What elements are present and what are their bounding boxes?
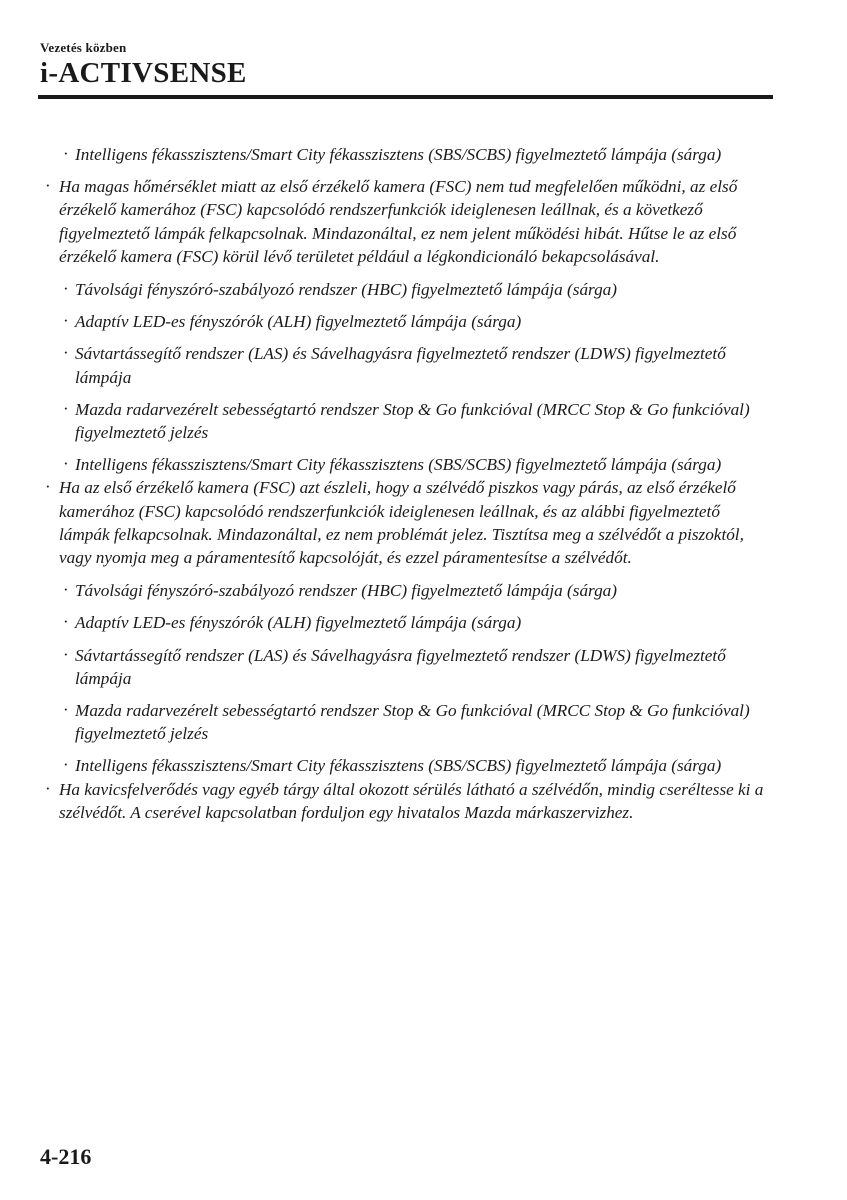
list-item [63, 644, 765, 690]
list-item-text: Adaptív LED-es fényszórók (ALH) figyelmeztető lámpája (sárga) [75, 312, 522, 332]
bullet-icon: · [45, 176, 51, 196]
list-item-text: Ha kavicsfelverődés vagy egyéb tárgy által okozott sérülés látható a szélvédőn, mindig cseréltesse ki a szélvédőt. A cserével kapcsolatban forduljon egy hivatalos Mazda márkaszervizhez. [59, 779, 764, 822]
list-item [45, 175, 774, 268]
list-item [63, 310, 765, 333]
bullet-icon: · [63, 398, 69, 418]
section-label: Vezetés közben [40, 40, 127, 55]
list-item-text: Ha az első érzékelő kamera (FSC) azt észleli, hogy a szélvédő piszkos vagy párás, az első érzékelő kamerához (FSC) kapcsolódó rendszerfunkciók ideiglenesen leállnak, és az alábbi figyelmeztető lámpák felkapcsolnak. Mindazonáltal, ez nem problémát jelez. Tisztítsa meg a szélvédőt a piszoktól, vagy nyomja meg a páramentesítő kapcsolóját, és ezzel páramentesítse a szélvédőt. [59, 478, 744, 568]
list-item [63, 143, 765, 166]
list-item [63, 579, 765, 602]
bullet-icon: · [45, 778, 51, 798]
list-item-text: Távolsági fényszóró-szabályozó rendszer (HBC) figyelmeztető lámpája (sárga) [75, 581, 617, 601]
list-item [63, 699, 765, 745]
list-item-text: Intelligens fékasszisztens/Smart City fékasszisztens (SBS/SCBS) figyelmeztető lámpája (sárga) [75, 756, 722, 776]
page-title: i-ACTIVSENSE [40, 57, 247, 89]
list-item-text: Sávtartássegítő rendszer (LAS) és Sávelhagyásra figyelmeztető rendszer (LDWS) figyelmeztető lámpája [75, 344, 726, 387]
list-item-text: Intelligens fékasszisztens/Smart City fékasszisztens (SBS/SCBS) figyelmeztető lámpája (sárga) [75, 455, 722, 475]
list-item [45, 778, 774, 824]
bullet-icon: · [63, 755, 69, 775]
bullet-icon: · [45, 477, 51, 497]
list-item-text: Ha magas hőmérséklet miatt az első érzékelő kamera (FSC) nem tud megfelelően működni, az első érzékelő kamerához (FSC) kapcsolódó rendszerfunkciók ideiglenesen leállnak, és a következő figyelmeztető lámpák felkapcsolnak. Mindazonáltal, ez nem jelent működési hibát. Hűtse le az első érzékelő kamera (FSC) körül lévő területet például a légkondicionáló bekapcsolásával. [59, 177, 738, 266]
list-item [63, 453, 765, 476]
list-item-text: Intelligens fékasszisztens/Smart City fékasszisztens (SBS/SCBS) figyelmeztető lámpája (sárga) [75, 145, 722, 164]
list-item [63, 278, 765, 301]
bullet-icon: · [63, 144, 69, 163]
page-number: 4-216 [40, 1144, 92, 1169]
bullet-icon: · [63, 343, 69, 363]
list-item-text: Sávtartássegítő rendszer (LAS) és Sávelhagyásra figyelmeztető rendszer (LDWS) figyelmeztető lámpája [75, 645, 726, 688]
list-item-text: Mazda radarvezérelt sebességtartó rendszer Stop & Go funkcióval (MRCC Stop & Go funkcióval) figyelmeztető jelzés [75, 399, 750, 443]
bullet-list [0, 143, 847, 824]
bullet-icon: · [63, 644, 69, 664]
list-item-text: Távolsági fényszóró-szabályozó rendszer (HBC) figyelmeztető lámpája (sárga) [75, 280, 617, 300]
list-item [45, 476, 774, 569]
title-divider [38, 95, 773, 99]
bullet-icon: · [63, 612, 69, 632]
list-item [63, 398, 765, 444]
list-item [63, 342, 765, 388]
list-item [63, 754, 765, 777]
bullet-icon: · [63, 700, 69, 720]
bullet-icon: · [63, 279, 69, 299]
bullet-icon: · [63, 580, 69, 600]
list-item-text: Adaptív LED-es fényszórók (ALH) figyelmeztető lámpája (sárga) [75, 613, 522, 633]
bullet-icon: · [63, 311, 69, 331]
list-item-text: Mazda radarvezérelt sebességtartó rendszer Stop & Go funkcióval (MRCC Stop & Go funkcióval) figyelmeztető jelzés [75, 701, 750, 744]
bullet-icon: · [63, 454, 69, 474]
list-item [63, 611, 765, 634]
